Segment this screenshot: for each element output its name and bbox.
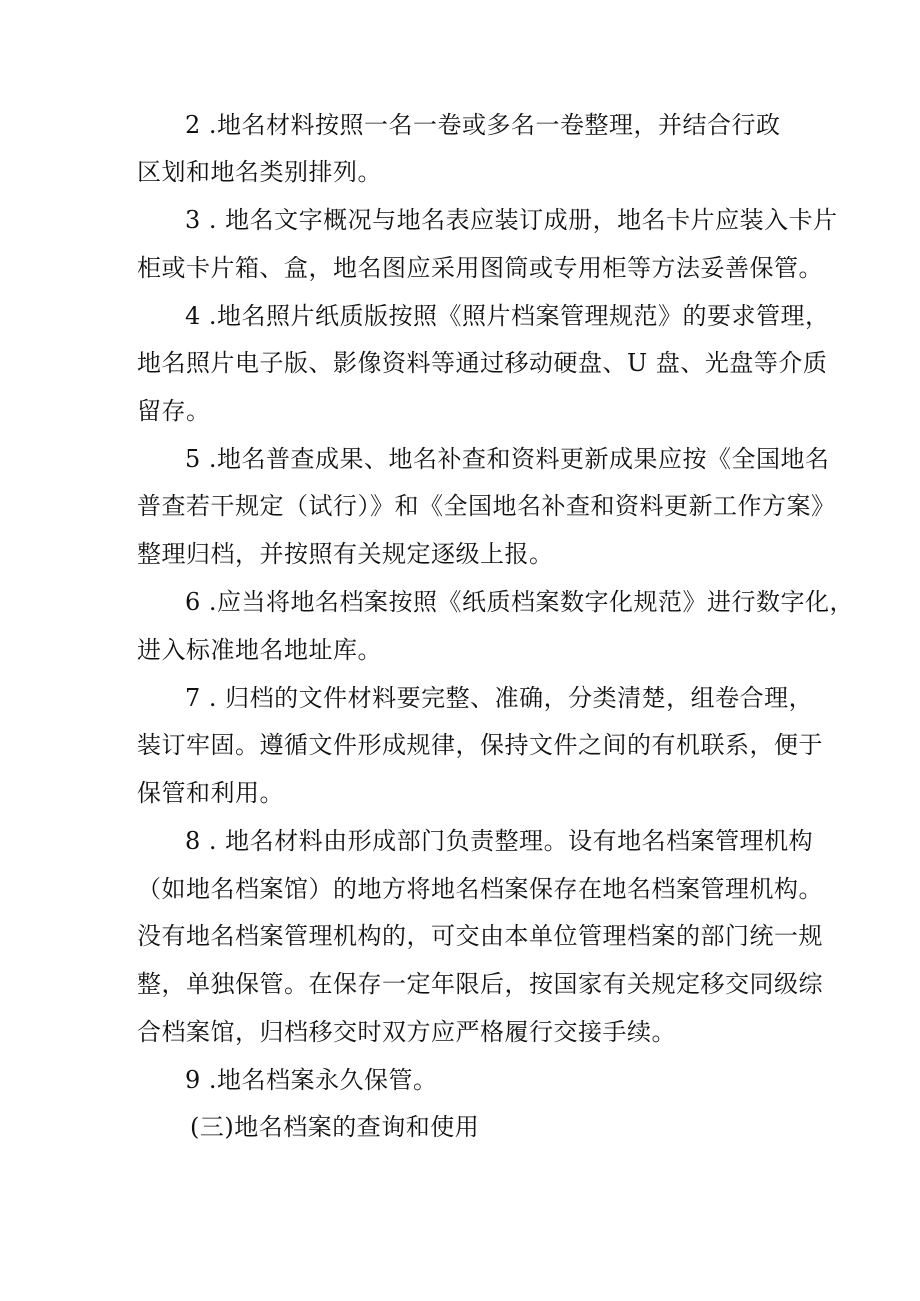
paragraph-2-line-1: 2 .地名材料按照一名一卷或多名一卷整理，并结合行政 xyxy=(185,111,781,139)
paragraph-7-line-3: 保管和利用。 xyxy=(137,779,284,807)
paragraph-4-line-3: 留存。 xyxy=(137,397,211,425)
paragraph-8-line-2: （如地名档案馆）的地方将地名档案保存在地名档案管理机构。 xyxy=(137,875,823,903)
paragraph-8-line-4: 整，单独保管。在保存一定年限后，按国家有关规定移交同级综 xyxy=(137,970,823,998)
paragraph-2-line-2: 区划和地名类别排列。 xyxy=(137,158,382,186)
paragraph-5-line-3: 整理归档，并按照有关规定逐级上报。 xyxy=(137,540,554,568)
paragraph-4-line-2: 地名照片电子版、影像资料等通过移动硬盘、U 盘、光盘等介质 xyxy=(137,349,828,377)
paragraph-5-line-1: 5 .地名普查成果、地名补查和资料更新成果应按《全国地名 xyxy=(185,445,830,473)
paragraph-8-line-3: 没有地名档案管理机构的，可交由本单位管理档案的部门统一规 xyxy=(137,922,823,950)
paragraph-4-line-1: 4 .地名照片纸质版按照《照片档案管理规范》的要求管理， xyxy=(185,302,830,330)
paragraph-5-line-2: 普查若干规定（试行）》和《全国地名补查和资料更新工作方案》 xyxy=(137,492,836,520)
paragraph-7-line-2: 装订牢固。遵循文件形成规律，保持文件之间的有机联系，便于 xyxy=(137,731,823,759)
paragraph-9-line-1: 9 .地名档案永久保管。 xyxy=(185,1066,438,1094)
paragraph-6-line-1: 6 .应当将地名档案按照《纸质档案数字化规范》进行数字化， xyxy=(185,588,855,616)
paragraph-6-line-2: 进入标准地名地址库。 xyxy=(137,636,382,664)
paragraph-8-line-1: 8 . 地名材料由形成部门负责整理。设有地名档案管理机构 xyxy=(185,827,814,855)
paragraph-3-line-1: 3 . 地名文字概况与地名表应装订成册，地名卡片应装入卡片 xyxy=(185,206,838,234)
paragraph-3-line-2: 柜或卡片箱、盒，地名图应采用图筒或专用柜等方法妥善保管。 xyxy=(137,254,823,282)
paragraph-8-line-5: 合档案馆，归档移交时双方应严格履行交接手续。 xyxy=(137,1018,676,1046)
section-heading: (三)地名档案的查询和使用 xyxy=(190,1113,480,1141)
paragraph-7-line-1: 7 . 归档的文件材料要完整、准确，分类清楚，组卷合理， xyxy=(185,684,814,712)
